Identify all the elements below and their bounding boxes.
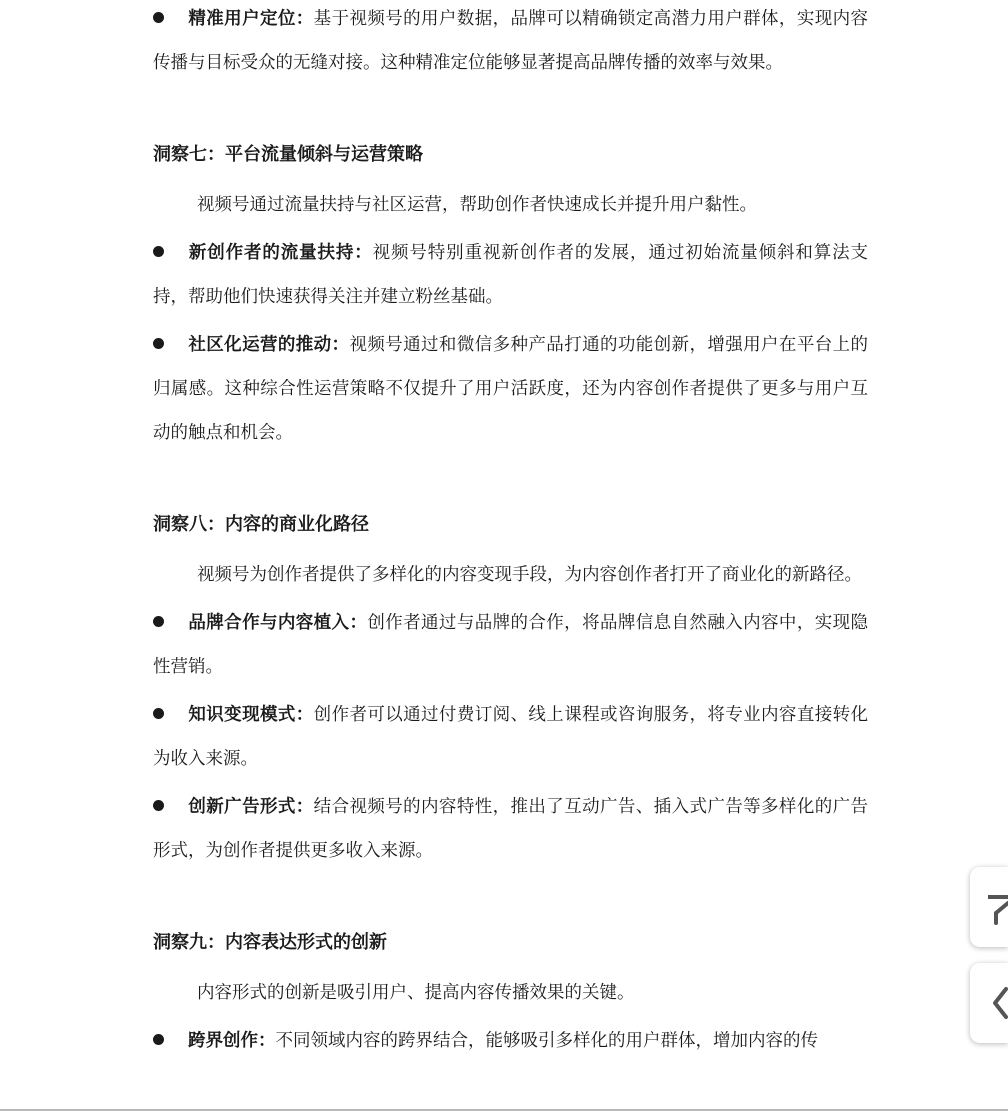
section-intro: 视频号为创作者提供了多样化的内容变现手段，为内容创作者打开了商业化的新路径。 xyxy=(197,565,862,585)
section-heading: 洞察九：内容表达形式的创新 xyxy=(153,932,387,953)
document-page xyxy=(153,0,868,1067)
collapse-button[interactable] xyxy=(970,963,1008,1043)
section-intro: 视频号通过流量扶持与社区运营，帮助创作者快速成长并提升用户黏性。 xyxy=(197,195,757,215)
bullet-icon xyxy=(153,616,164,627)
bullet-term: 知识变现模式： xyxy=(188,705,314,725)
section-heading: 洞察七：平台流量倾斜与运营策略 xyxy=(153,144,423,165)
section-heading: 洞察八：内容的商业化路径 xyxy=(153,514,369,535)
bullet-icon xyxy=(153,338,164,349)
bullet-term: 精准用户定位： xyxy=(188,9,314,29)
list-item xyxy=(153,693,868,781)
bullet-icon xyxy=(153,12,164,23)
bullet-icon xyxy=(153,1034,164,1045)
bullet-text: 基于视频号的用户数据，品牌可以精确锁定高潜力用户群体，实现内容传播与目标受众的无缝对接。这种精准定位能够显著提高品牌传播的效率与效果。 xyxy=(153,9,869,73)
bullet-text: 创作者可以通过付费订阅、线上课程或咨询服务，将专业内容直接转化为收入来源。 xyxy=(153,705,869,769)
bullet-text: 不同领域内容的跨界结合，能够吸引多样化的用户群体，增加内容的传 xyxy=(275,1031,818,1051)
back-to-top-icon xyxy=(988,889,1008,925)
list-item xyxy=(153,323,868,455)
bullet-icon xyxy=(153,800,164,811)
bullet-term: 跨界创作： xyxy=(188,1031,276,1051)
bullet-text: 结合视频号的内容特性，推出了互动广告、插入式广告等多样化的广告形式，为创作者提供更多收入来源。 xyxy=(153,797,869,861)
bullet-text: 视频号通过和微信多种产品打通的功能创新，增强用户在平台上的归属感。这种综合性运营策略不仅提升了用户活跃度，还为内容创作者提供了更多与用户互动的触点和机会。 xyxy=(153,335,869,443)
back-to-top-button[interactable] xyxy=(970,867,1008,947)
collapse-arrow-icon xyxy=(992,985,1008,1021)
bullet-text: 视频号特别重视新创作者的发展，通过初始流量倾斜和算法支持，帮助他们快速获得关注并建立粉丝基础。 xyxy=(153,243,869,307)
list-item xyxy=(153,785,868,873)
bullet-icon xyxy=(153,246,164,257)
list-item xyxy=(153,0,868,85)
bullet-text: 创作者通过与品牌的合作，将品牌信息自然融入内容中，实现隐性营销。 xyxy=(153,613,868,677)
bullet-term: 品牌合作与内容植入： xyxy=(188,613,368,633)
bullet-icon xyxy=(153,708,164,719)
list-item xyxy=(153,1019,868,1063)
section-intro: 内容形式的创新是吸引用户、提高内容传播效果的关键。 xyxy=(197,983,635,1003)
bullet-term: 新创作者的流量扶持： xyxy=(188,243,373,263)
list-item xyxy=(153,231,868,319)
list-item xyxy=(153,601,868,689)
bullet-term: 创新广告形式： xyxy=(188,797,314,817)
bullet-term: 社区化运营的推动： xyxy=(188,335,350,355)
